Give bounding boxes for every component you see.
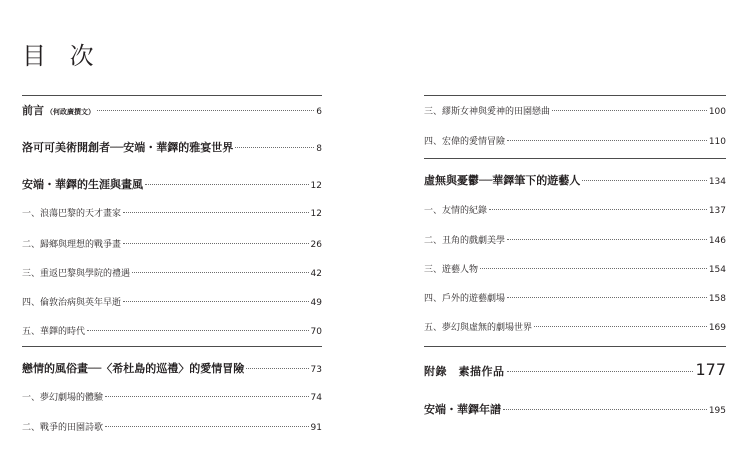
toc-entry[interactable] [424,401,726,417]
toc-page-number: 91 [310,423,322,433]
dot-leader [503,409,707,410]
dot-leader [582,180,707,181]
dot-leader [246,368,308,369]
divider [22,95,322,96]
toc-entry[interactable] [22,206,322,219]
dot-leader [480,268,707,269]
dot-leader [552,110,707,111]
dot-leader [507,371,694,372]
toc-entry-label: 附錄 素描作品 [424,365,505,378]
dot-leader [534,326,707,327]
dot-leader [123,243,309,244]
dot-leader [235,147,314,148]
toc-entry[interactable] [22,360,322,376]
toc-entry-label: 戀情的風俗畫──〈希杜島的巡禮〉的愛情冒險 [22,362,245,375]
toc-entry[interactable] [424,262,726,275]
toc-page-number: 6 [316,107,322,117]
toc-entry[interactable] [424,320,726,333]
toc-entry-note: （何政廣撰文） [46,107,95,116]
toc-entry-label: 安端・華鐸年譜 [424,403,501,416]
toc-page-number: 146 [708,236,726,246]
dot-leader [123,212,309,213]
toc-page-number: 49 [310,298,322,308]
divider [424,158,726,159]
toc-entry[interactable] [22,390,322,403]
toc-entry-label: 三、重返巴黎與學院的禮遇 [22,269,131,279]
toc-page-number: 12 [310,209,322,219]
toc-entry[interactable] [22,102,322,118]
dot-leader [507,297,707,298]
dot-leader [97,110,314,111]
toc-entry-label: 四、倫敦治病與英年早逝 [22,298,122,308]
toc-page-number: 110 [708,137,726,147]
toc-entry[interactable] [424,134,726,147]
toc-entry-label: 四、戶外的遊藝劇場 [424,294,506,304]
toc-entry[interactable] [22,176,322,192]
page-title: 目 次 [22,42,102,70]
toc-entry[interactable] [424,172,726,188]
toc-entry-label: 安端・華鐸的生涯與畫風 [22,178,143,191]
toc-page-number: 195 [708,406,726,416]
toc-entry[interactable] [22,420,322,433]
toc-page-number: 169 [708,323,726,333]
divider [424,95,726,96]
toc-entry-label: 虛無與憂鬱──華鐸筆下的遊藝人 [424,174,581,187]
toc-entry[interactable] [424,104,726,117]
toc-page-number: 73 [310,365,322,375]
toc-entry[interactable] [22,266,322,279]
dot-leader [87,330,309,331]
toc-entry-label: 三、遊藝人物 [424,265,479,275]
toc-page-number: 12 [310,181,322,191]
toc-entry-label: 前言 [22,104,44,117]
toc-entry[interactable] [424,233,726,246]
toc-page-number: 177 [695,360,726,379]
toc-entry-label: 五、華鐸的時代 [22,327,86,337]
dot-leader [507,239,707,240]
toc-entry-label: 一、友情的紀錄 [424,206,488,216]
toc-entry-label: 二、歸鄉與理想的戰爭畫 [22,240,122,250]
divider [424,346,726,347]
toc-page-number: 8 [316,144,322,154]
dot-leader [489,209,707,210]
dot-leader [507,140,707,141]
toc-page-number: 100 [708,107,726,117]
toc-entry[interactable] [22,237,322,250]
toc-page-number: 137 [708,206,726,216]
toc-entry[interactable] [22,295,322,308]
toc-entry[interactable] [22,324,322,337]
toc-page-number: 134 [708,177,726,187]
dot-leader [132,272,309,273]
toc-entry-label: 四、宏偉的愛情冒險 [424,137,506,147]
toc-entry-label: 三、繆斯女神與愛神的田園戀曲 [424,107,551,117]
toc-page-number: 158 [708,294,726,304]
toc-entry-label: 一、夢幻劇場的體驗 [22,393,104,403]
divider [22,346,322,347]
toc-entry[interactable] [424,291,726,304]
toc-entry[interactable] [424,360,726,379]
toc-entry-label: 二、丑角的戲劇美學 [424,236,506,246]
toc-entry-label: 洛可可美術開創者──安端・華鐸的雅宴世界 [22,141,234,154]
toc-entry-label: 一、浪蕩巴黎的天才畫家 [22,209,122,219]
toc-page-number: 42 [310,269,322,279]
toc-entry[interactable] [22,139,322,155]
toc-page-number: 26 [310,240,322,250]
toc-page-number: 154 [708,265,726,275]
toc-page-number: 74 [310,393,322,403]
toc-entry-label: 二、戰爭的田園詩歌 [22,423,104,433]
dot-leader [105,396,309,397]
toc-page-number: 70 [310,327,322,337]
dot-leader [145,184,309,185]
dot-leader [123,301,309,302]
toc-entry[interactable] [424,203,726,216]
dot-leader [105,426,309,427]
toc-entry-label: 五、夢幻與虛無的劇場世界 [424,323,533,333]
